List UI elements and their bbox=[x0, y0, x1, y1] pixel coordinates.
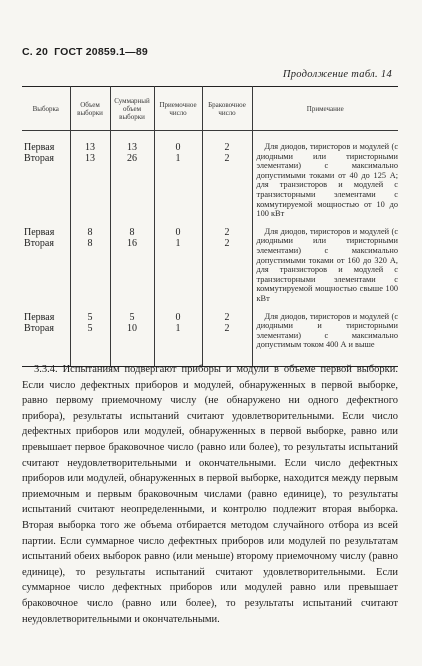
sample-size: 13 bbox=[85, 153, 95, 164]
stage-second: Вторая bbox=[24, 153, 54, 164]
reject-number: 2 bbox=[224, 142, 230, 153]
reject-number: 2 bbox=[224, 237, 230, 249]
stage-second: Вторая bbox=[24, 322, 54, 334]
table-caption: Продолжение табл. 14 bbox=[282, 69, 392, 80]
accept-number: 0 bbox=[175, 226, 181, 238]
row-note: Для диодов, тиристоров и модулей (с диодными или тиристорными элементами) с максимально допустимыми токами от 160 до 320 А, для транзисторов и модулей с транзисторными элементами с коммутируемой мощностью свыше 100 кВт bbox=[252, 219, 398, 304]
accept-number: 0 bbox=[175, 311, 181, 323]
table-header-row bbox=[22, 87, 398, 131]
accept-number: 0 bbox=[175, 142, 181, 153]
total-size: 13 bbox=[127, 142, 137, 153]
section-mark: С. bbox=[22, 46, 33, 58]
sample-size: 13 bbox=[85, 142, 95, 153]
sample-size: 8 bbox=[87, 237, 93, 249]
paragraph-3-3-4: 3.3.4. Испытаниям подвергают приборы и модули в объеме первой выборки. Если число дефектных приборов и модулей, обнаруженных в первой выборке, равно первому приемочному числу (не обнаружено ни одного дефектного прибора), результаты испытаний считают удовлетворительными. Если число дефектных приборов или модулей, обнаруженных в первой выборке, равно или превышает первое браковочное число (равно или более), то результаты испытаний считают неудовлетворительными и окончательными. Если число дефектных приборов или модулей, обнаруженных в первой выборке, находится между первым приемочным и первым браковочным числами (равно единице), то результаты испытаний считают неопределенными, и контролю подлежит вторая выборка. Вторая выборка того же объема отбирается методом случайного отбора из всей партии. Если суммарное число дефектных приборов или модулей по результатам испытаний обеих выборок равно (или меньше) второму приемочному числу (равно единице), то результаты испытаний считают удовлетворительными. Если суммарное число дефектных приборов или модулей равно или превышает браковочное число (равно или более), то результаты испытаний считают неудовлетворительными и окончательными. bbox=[22, 364, 398, 625]
table-row bbox=[22, 304, 398, 367]
row-note: Для диодов, тиристоров и модулей (с диодными и тиристорными элементами) с максимально допустимым током 400 А и выше bbox=[252, 304, 398, 367]
stage-first: Первая bbox=[24, 311, 55, 323]
table-row bbox=[22, 219, 398, 304]
total-size: 5 bbox=[129, 311, 135, 323]
standard-number: ГОСТ 20859.1—89 bbox=[54, 46, 148, 58]
stage-first: Первая bbox=[24, 226, 55, 238]
body-text bbox=[22, 362, 398, 627]
row-note: Для диодов, тиристоров и модулей (с диодными или тиристорными элементами) с максимально допустимыми токами от 40 до 125 А; для транзисторов и модулей с транзисторными элементами с коммутируемой мощностью от 10 до 100 кВт bbox=[252, 131, 398, 219]
stage-first: Первая bbox=[24, 142, 55, 153]
col-header-sample-size: Объем выборки bbox=[70, 87, 110, 131]
col-header-total-size: Суммарный объем выборки bbox=[110, 87, 154, 131]
col-header-sample: Выборка bbox=[22, 87, 70, 131]
accept-number: 1 bbox=[175, 322, 181, 334]
col-header-reject-number: Браковочное число bbox=[202, 87, 252, 131]
accept-number: 1 bbox=[175, 237, 181, 249]
total-size: 8 bbox=[129, 226, 135, 238]
stage-second: Вторая bbox=[24, 237, 54, 249]
reject-number: 2 bbox=[224, 226, 230, 238]
total-size: 16 bbox=[127, 237, 137, 249]
col-header-accept-number: Приемочное число bbox=[154, 87, 202, 131]
total-size: 26 bbox=[127, 153, 137, 164]
reject-number: 2 bbox=[224, 311, 230, 323]
reject-number: 2 bbox=[224, 322, 230, 334]
col-header-note: Примечание bbox=[252, 87, 398, 131]
sample-size: 8 bbox=[87, 226, 93, 238]
sampling-table bbox=[22, 86, 398, 367]
table-row bbox=[22, 131, 398, 219]
total-size: 10 bbox=[127, 322, 137, 334]
sample-size: 5 bbox=[87, 311, 93, 323]
page-number: 20 bbox=[35, 46, 48, 58]
accept-number: 1 bbox=[175, 153, 181, 164]
reject-number: 2 bbox=[224, 153, 230, 164]
sample-size: 5 bbox=[87, 322, 93, 334]
page-header bbox=[22, 46, 148, 58]
